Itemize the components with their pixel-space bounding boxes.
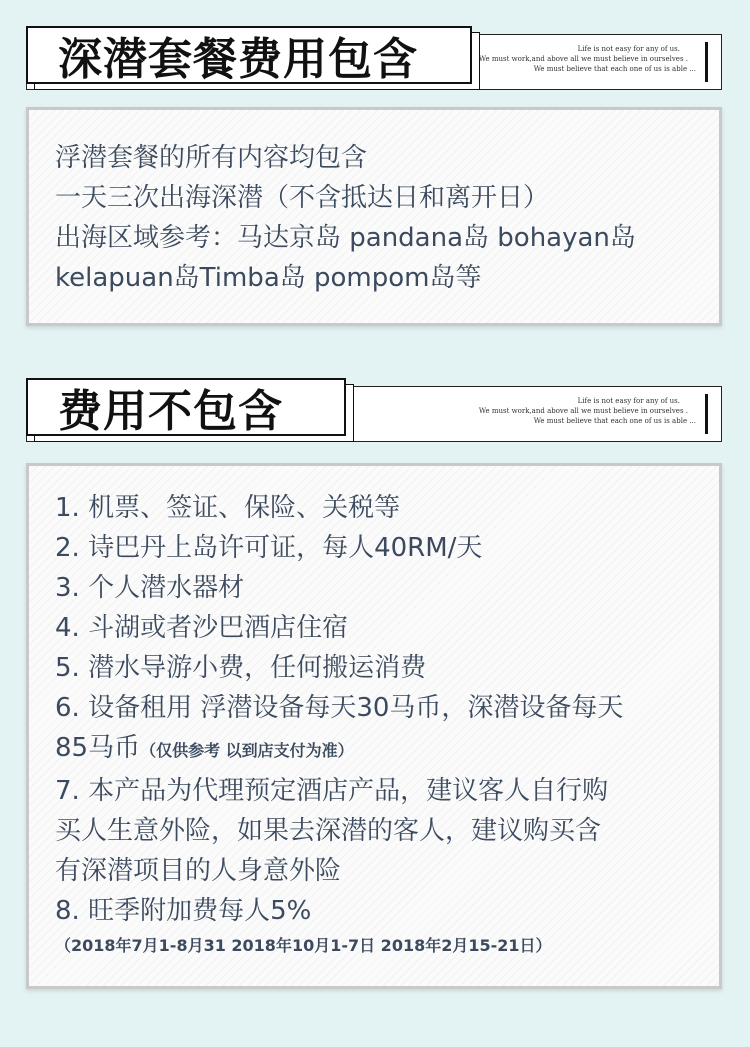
included-line: kelapuan岛Timba岛 pompom岛等: [55, 263, 482, 293]
header-bar: [705, 394, 708, 434]
tagline: [479, 44, 696, 74]
tagline-line: We must work,and above all we must believe in ourselves .: [478, 407, 688, 415]
excluded-title: 费用不包含: [58, 386, 283, 437]
excluded-line: 85马币: [55, 733, 141, 763]
tagline-line: Life is not easy for any of us.: [577, 397, 680, 405]
excluded-line: 2. 诗巴丹上岛许可证，每人40RM/天: [55, 533, 483, 563]
tagline-line: We must believe that each one of us is able ...: [533, 417, 696, 425]
excluded-header: [26, 378, 722, 442]
tagline-line: Life is not easy for any of us.: [577, 45, 680, 53]
excluded-line: 买人生意外险，如果去深潜的客人，建议购买含: [55, 816, 602, 846]
tagline-line: We must work,and above all we must believe in ourselves .: [478, 55, 688, 63]
tagline: [479, 396, 696, 426]
price-note: （仅供参考 以到店支付为准）: [140, 741, 354, 760]
title-box: [26, 26, 472, 84]
excluded-line: 6. 设备租用 浮潜设备每天30马币，深潜设备每天: [55, 693, 624, 723]
tagline-line: We must believe that each one of us is able ...: [533, 65, 696, 73]
excluded-line: 3. 个人潜水器材: [55, 573, 245, 603]
excluded-line: 4. 斗湖或者沙巴酒店住宿: [55, 613, 349, 643]
included-title: 深潜套餐费用包含: [58, 34, 418, 85]
excluded-panel: [26, 463, 722, 989]
excluded-line: 8. 旺季附加费每人5%: [55, 896, 312, 926]
included-line: 浮潜套餐的所有内容均包含: [55, 143, 368, 173]
excluded-line: 5. 潜水导游小费，任何搬运消费: [55, 653, 427, 683]
excluded-line-with-note: [55, 728, 709, 771]
header-bar: [705, 42, 708, 82]
included-header: [26, 26, 722, 90]
excluded-line: 1. 机票、签证、保险、关税等: [55, 493, 401, 523]
excluded-line: 有深潜项目的人身意外险: [55, 856, 342, 886]
included-line: 出海区域参考：马达京岛 pandana岛 bohayan岛: [55, 223, 636, 253]
title-box: [26, 378, 346, 436]
season-note: （2018年7月1-8月31 2018年10月1-7日 2018年2月15-21日）: [55, 936, 552, 955]
included-panel: [26, 107, 722, 326]
excluded-line: 7. 本产品为代理预定酒店产品，建议客人自行购: [55, 776, 609, 806]
included-line: 一天三次出海深潜（不含抵达日和离开日）: [55, 183, 550, 213]
